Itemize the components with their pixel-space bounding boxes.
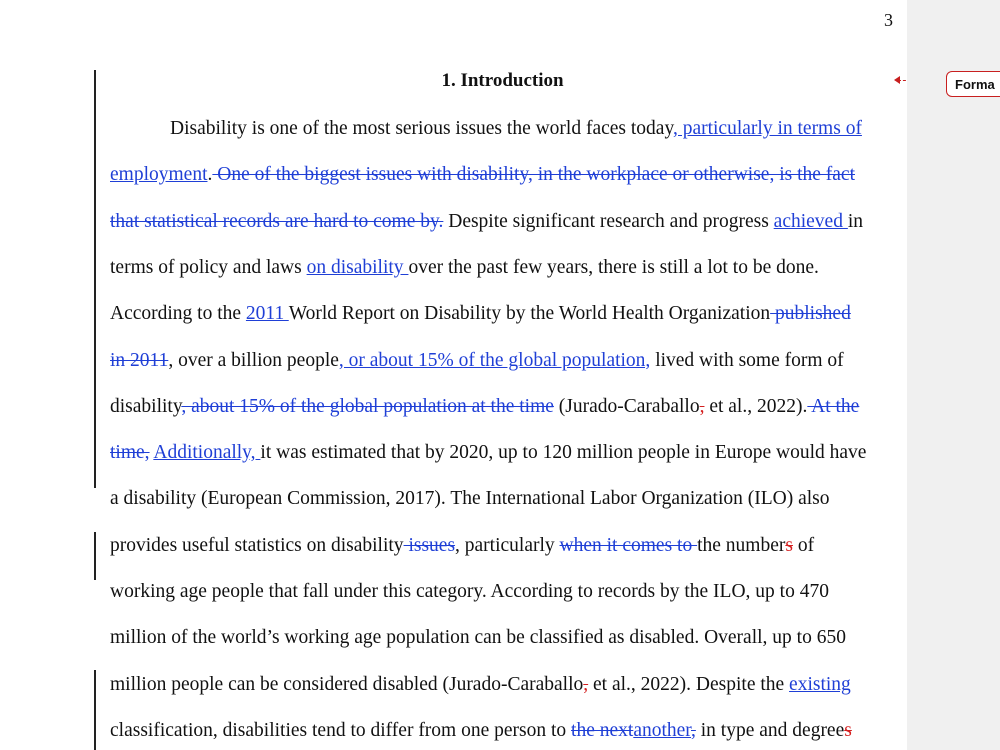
text-line — [110, 302, 851, 326]
tracked-deletion: in 2011 — [110, 349, 169, 371]
tracked-deletion: issues — [403, 534, 456, 556]
text-run: in type and degree — [695, 719, 845, 741]
text-run: et al., 2022). — [704, 395, 808, 417]
tracked-deletion: One of the biggest issues with disability, in the workplace or otherwise, is the fact — [212, 164, 855, 186]
text-run: million people can be considered disabled (Jurado-Caraballo — [110, 673, 584, 695]
text-run: a disability (European Commission, 2017). The International Labor Organization (ILO) also — [110, 488, 830, 510]
tracked-deletion: published — [770, 303, 851, 325]
text-run: the number — [697, 534, 786, 556]
text-run: in — [847, 210, 864, 232]
text-run: According to the — [110, 303, 246, 325]
page-number: 3 — [884, 10, 893, 30]
tracked-deletion: s — [844, 719, 852, 741]
section-heading: 1. Introduction — [441, 70, 564, 91]
text-line — [110, 626, 846, 650]
tracked-insertion: on disability — [306, 256, 409, 278]
text-run: provides useful statistics on disability — [110, 534, 404, 556]
tracked-deletion: , — [691, 719, 696, 741]
tracked-insertion: another — [633, 719, 692, 741]
tracked-deletion: At the — [807, 395, 860, 417]
tracked-insertion: , or about 15% of the global population, — [338, 349, 651, 371]
tracked-deletion: that statistical records are hard to come by. — [110, 210, 444, 232]
text-line — [110, 256, 819, 280]
text-run: . — [207, 164, 213, 186]
text-run: , over a billion people — [168, 349, 339, 371]
format-comment-balloon[interactable] — [946, 71, 1000, 97]
text-line — [110, 441, 866, 465]
text-line — [110, 163, 855, 187]
tracked-deletion: s — [785, 534, 793, 556]
text-run: , particularly — [455, 534, 560, 556]
tracked-insertion: 2011 — [245, 303, 289, 325]
change-bar — [94, 70, 96, 488]
tracked-insertion: , particularly in terms of — [672, 118, 862, 139]
tracked-insertion: existing — [789, 673, 851, 695]
change-bar — [94, 670, 96, 750]
markup-margin-pane — [907, 0, 1000, 750]
text-run: lived with some form of — [650, 349, 844, 371]
tracked-insertion: achieved — [773, 210, 848, 232]
text-line — [110, 349, 844, 373]
text-run: Disability is one of the most serious issues the world faces today — [170, 118, 673, 139]
text-run: of — [792, 534, 815, 556]
text-run: Despite significant research and progress — [443, 210, 774, 232]
change-bar — [94, 532, 96, 580]
text-run: (Jurado-Caraballo — [553, 395, 700, 417]
text-line — [170, 117, 862, 141]
tracked-deletion: when it comes to — [559, 534, 698, 556]
text-run: World Report on Disability by the World Health Organization — [288, 303, 771, 325]
text-line — [110, 487, 830, 511]
text-run: disability — [110, 395, 182, 417]
tracked-deletion: , — [699, 395, 705, 417]
tracked-deletion: time, — [110, 442, 150, 464]
text-line — [110, 210, 863, 234]
text-line — [110, 673, 851, 697]
text-line — [110, 395, 859, 419]
text-run: it was estimated that by 2020, up to 120 million people in Europe would have — [260, 442, 867, 464]
text-line — [110, 580, 829, 604]
text-line — [110, 719, 852, 743]
text-run: working age people that fall under this category. According to records by the ILO, up to 470 — [110, 581, 829, 602]
text-run: et al., 2022). Despite the — [588, 673, 790, 695]
comment-label: Forma — [955, 77, 995, 92]
tracked-insertion: employment — [110, 164, 208, 186]
text-run: million of the world’s working age population can be classified as disabled. Overall, up to 650 — [110, 627, 846, 649]
tracked-deletion: , about 15% of the global population at the time — [181, 395, 554, 417]
tracked-deletion: , — [583, 673, 589, 695]
tracked-insertion: Additionally, — [153, 442, 261, 464]
text-run: over the past few years, there is still a lot to be done. — [408, 256, 819, 278]
text-run: classification, disabilities tend to differ from one person to — [110, 719, 572, 741]
comment-arrow-icon — [894, 76, 900, 84]
tracked-deletion: the next — [571, 719, 634, 741]
text-line — [110, 534, 814, 558]
text-run: terms of policy and laws — [110, 256, 307, 278]
